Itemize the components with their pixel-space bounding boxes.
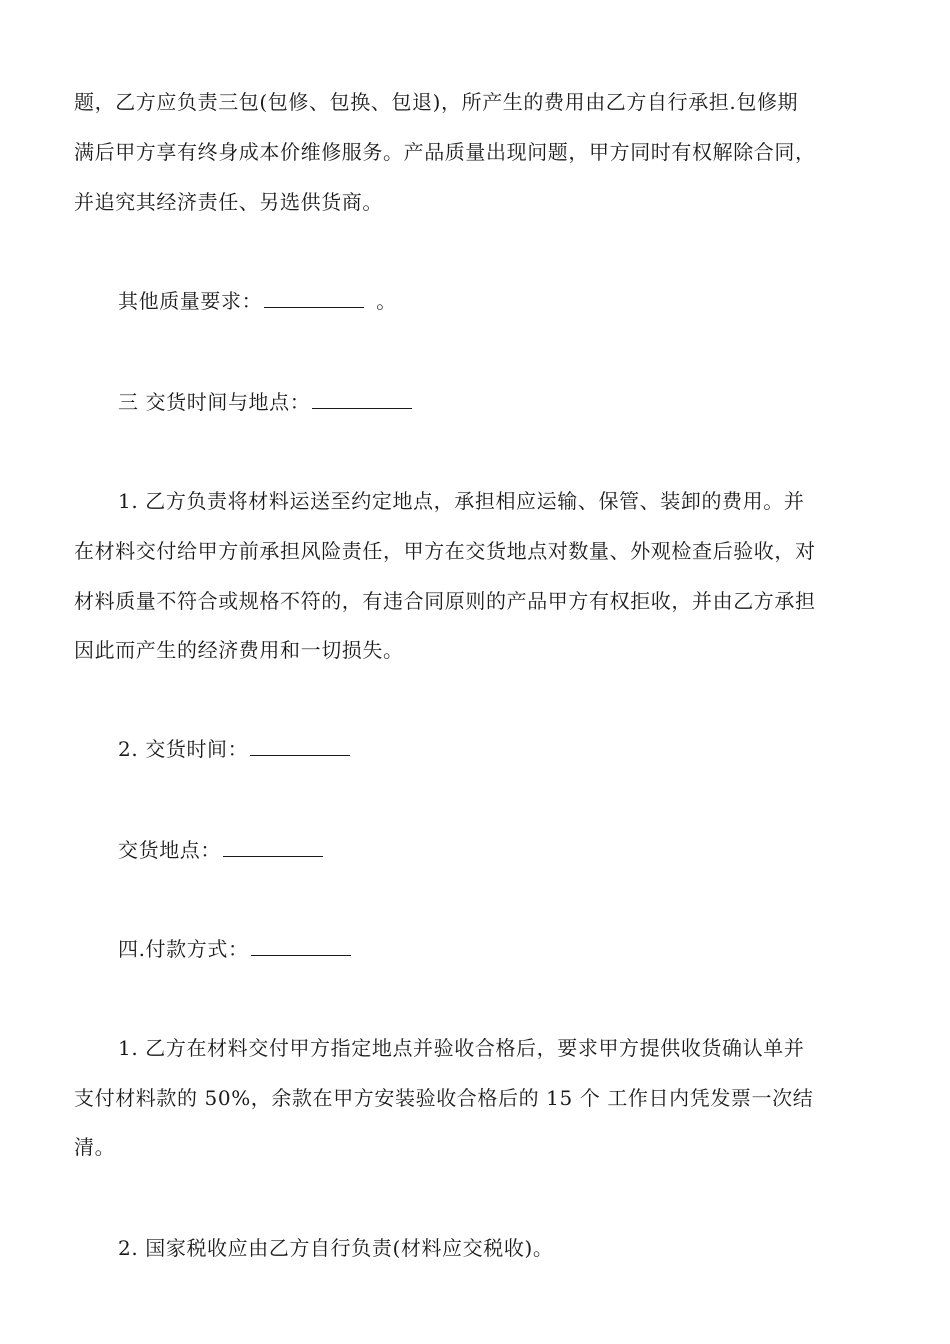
- section-3-heading: [118, 389, 412, 415]
- section-4-item-1-line-2: 支付材料款的 50%，余款在甲方安装验收合格后的 15 个 工作日内凭发票一次结: [74, 1086, 814, 1110]
- other-quality-blank[interactable]: [264, 289, 364, 308]
- section-3-item-1-line-3: 材料质量不符合或规格不符的，有违合同原则的产品甲方有权拒收，并由乙方承担: [74, 589, 816, 613]
- other-quality-suffix: 。: [376, 289, 397, 313]
- section-3-heading-text: 三 交货时间与地点：: [118, 390, 311, 414]
- other-quality-requirement: [118, 288, 397, 314]
- other-quality-label: 其他质量要求：: [118, 289, 263, 313]
- section-3-blank[interactable]: [312, 390, 412, 409]
- paragraph-warranty-line-1: 题，乙方应负责三包(包修、包换、包退)，所产生的费用由乙方自行承担.包修期: [74, 90, 799, 114]
- section-3-item-1-line-4: 因此而产生的经济费用和一切损失。: [74, 638, 404, 662]
- delivery-place-blank[interactable]: [223, 838, 323, 857]
- section-4-heading-text: 四.付款方式：: [118, 937, 249, 961]
- section-4-item-1-line-1: 1. 乙方在材料交付甲方指定地点并验收合格后，要求甲方提供收货确认单并: [118, 1036, 805, 1060]
- delivery-time-label: 2. 交货时间：: [118, 737, 249, 761]
- delivery-time: [118, 736, 350, 762]
- section-4-item-2-line-1: 2. 国家税收应由乙方自行负责(材料应交税收)。: [118, 1236, 554, 1260]
- section-3-item-1-line-2: 在材料交付给甲方前承担风险责任，甲方在交货地点对数量、外观检查后验收，对: [74, 539, 816, 563]
- delivery-place: [118, 837, 323, 863]
- section-4-item-1-line-3: 清。: [74, 1135, 116, 1159]
- delivery-place-label: 交货地点：: [118, 838, 221, 862]
- paragraph-warranty-line-2: 满后甲方享有终身成本价维修服务。产品质量出现问题，甲方同时有权解除合同，: [74, 140, 816, 164]
- payment-method-blank[interactable]: [251, 937, 351, 956]
- section-4-heading: [118, 936, 351, 962]
- paragraph-warranty-line-3: 并追究其经济责任、另选供货商。: [74, 190, 383, 214]
- section-3-item-1-line-1: 1. 乙方负责将材料运送至约定地点，承担相应运输、保管、装卸的费用。并: [118, 489, 805, 513]
- delivery-time-blank[interactable]: [250, 737, 350, 756]
